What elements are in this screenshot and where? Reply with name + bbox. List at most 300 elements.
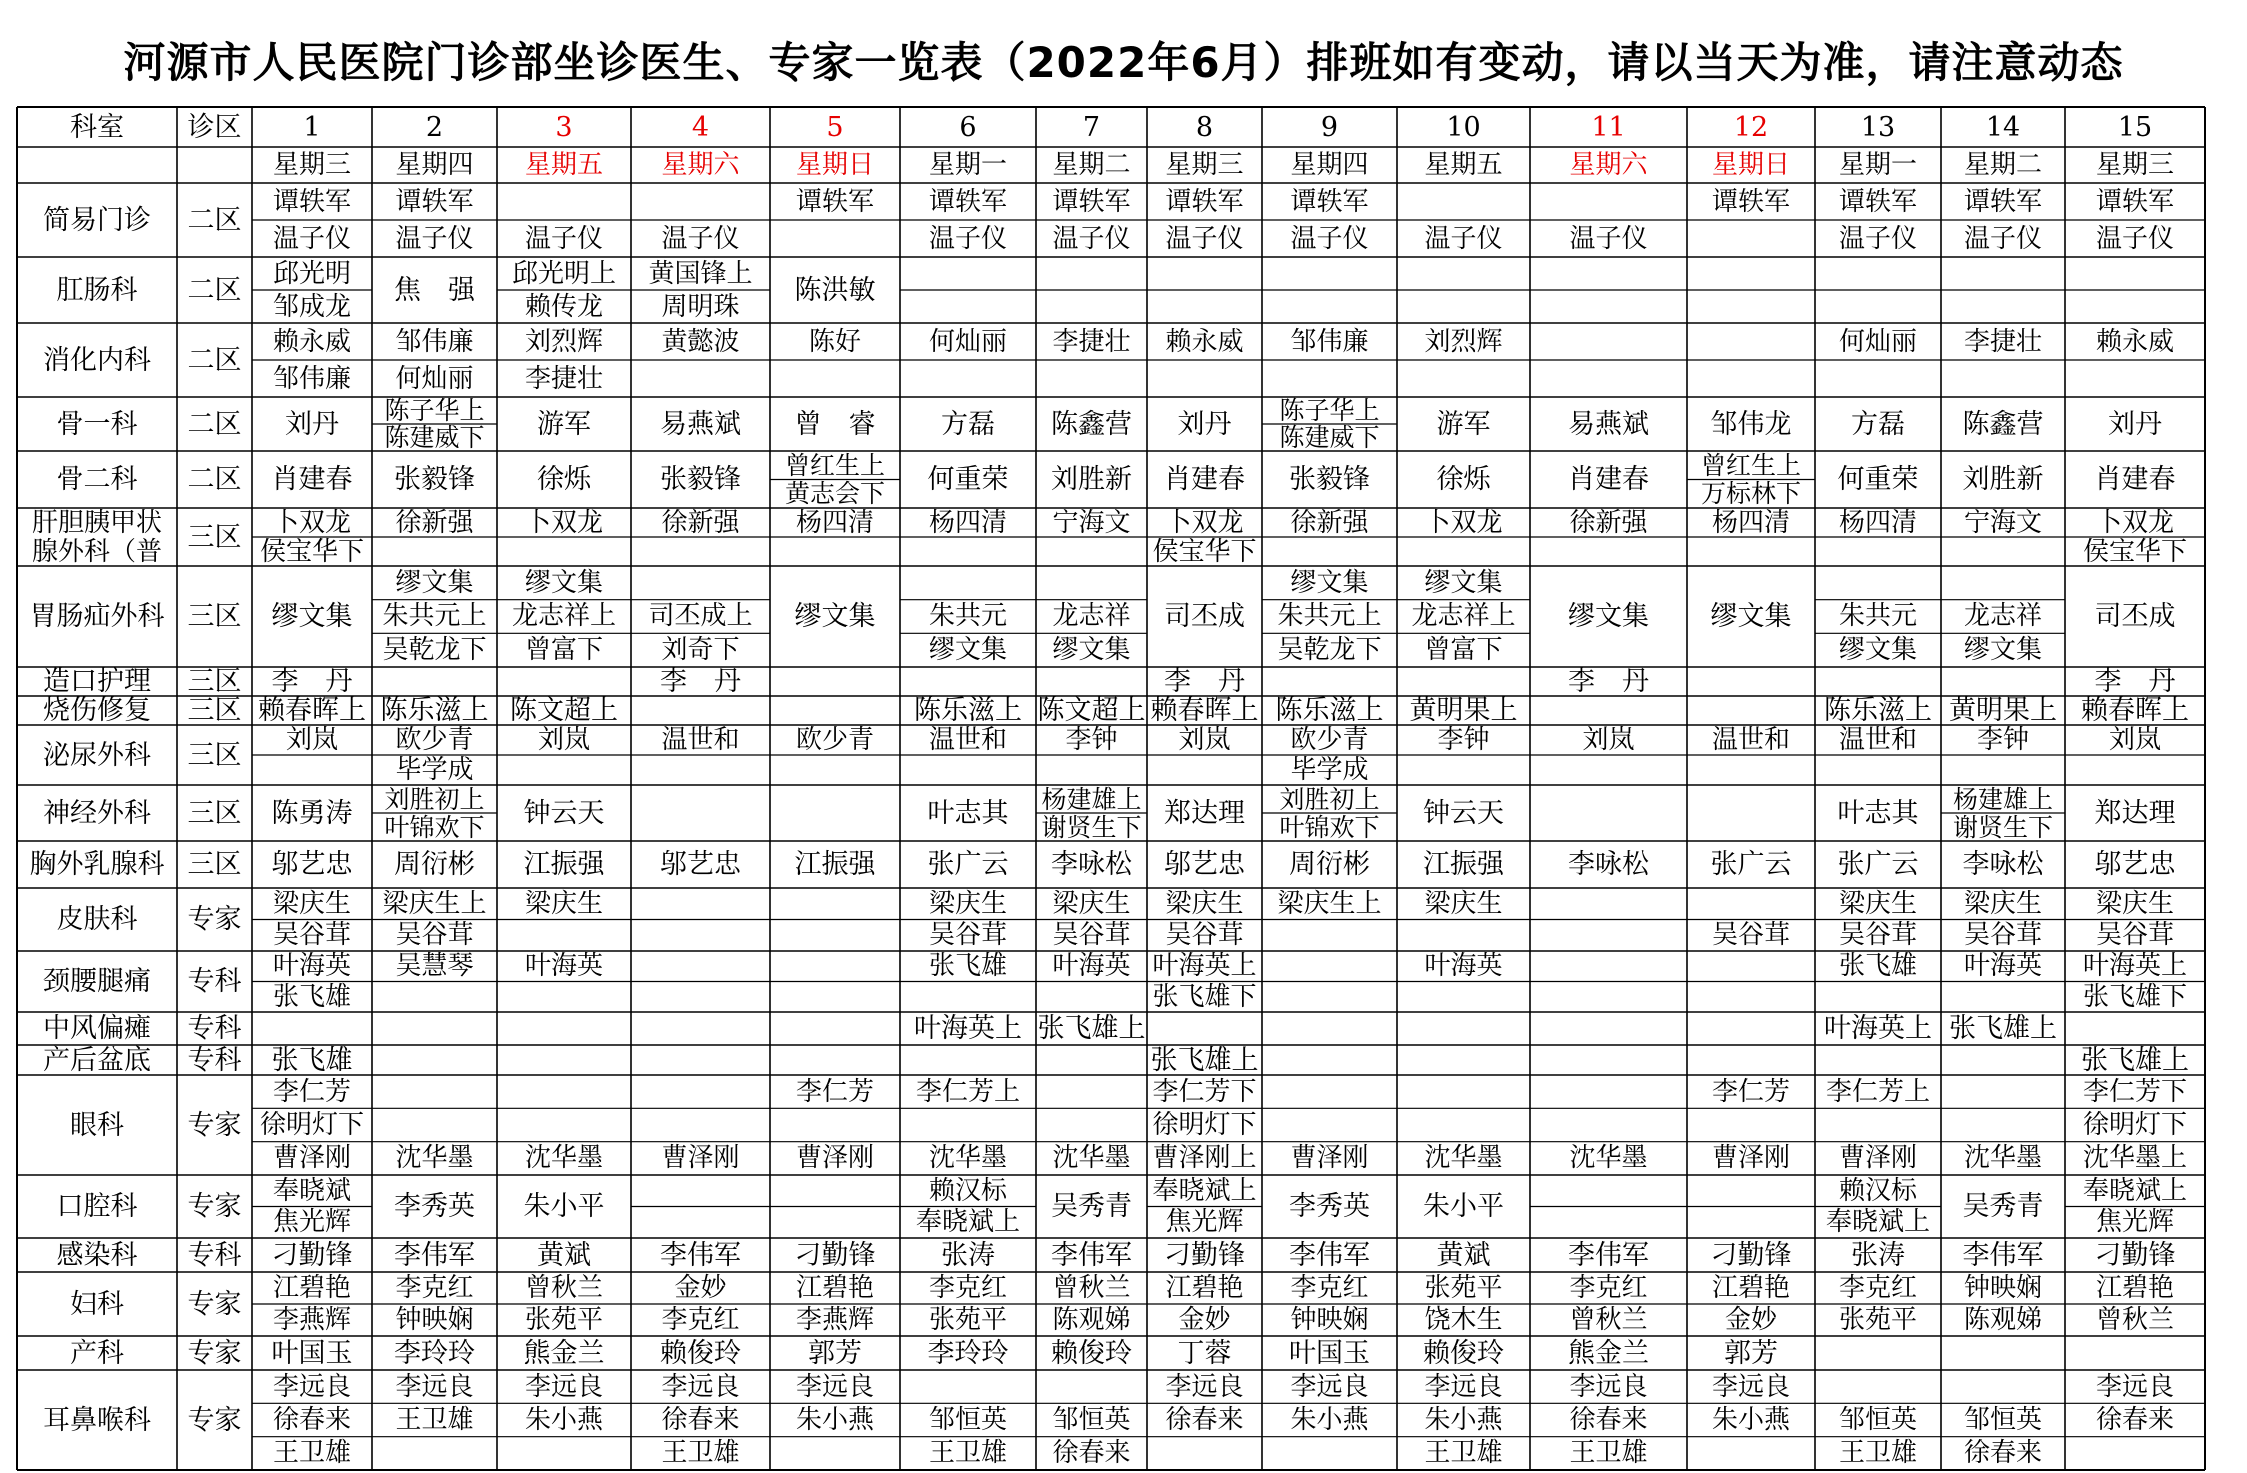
schedule-cell: 万标林下: [1700, 479, 1801, 508]
schedule-cell: 温子仪: [1569, 223, 1648, 254]
department-name: 烧伤修复: [43, 696, 151, 725]
schedule-cell: 何灿丽: [928, 326, 1007, 357]
schedule-cell: [1530, 537, 1687, 566]
department-name: 简易门诊: [43, 204, 151, 236]
schedule-cell: 缪文集: [271, 601, 353, 632]
schedule-cell: [631, 537, 770, 566]
schedule-cell: 江振强: [523, 849, 605, 880]
schedule-cell: 叶海英: [524, 951, 603, 982]
schedule-cell: [1397, 1045, 1530, 1075]
schedule-cell: 邹伟廉: [395, 326, 474, 357]
schedule-cell: [1815, 1045, 1941, 1075]
schedule-cell: 沈华墨: [1569, 1143, 1648, 1174]
schedule-cell: 李燕辉: [795, 1305, 874, 1335]
schedule-cell: 叶国玉: [271, 1337, 353, 1369]
schedule-cell: 叶海英: [1424, 951, 1503, 982]
header-weekday: 星期二: [1963, 150, 2042, 180]
schedule-cell: 叶海英: [1963, 951, 2042, 982]
header-weekday: 星期四: [1290, 150, 1369, 180]
schedule-cell: 梁庆生上: [1277, 888, 1382, 919]
schedule-cell: 叶海英上: [1824, 1013, 1932, 1044]
schedule-cell: [372, 1045, 497, 1075]
department-area: 二区: [187, 464, 242, 495]
header-date: 14: [1985, 111, 2021, 143]
schedule-cell: 刁勤锋: [1164, 1239, 1245, 1271]
schedule-cell: [1815, 1370, 1941, 1403]
schedule-cell: 游军: [537, 408, 591, 440]
schedule-cell: 李 丹: [1164, 667, 1245, 696]
schedule-cell: [1815, 566, 1941, 600]
schedule-cell: 周衍彬: [1289, 849, 1370, 880]
department-name: 消化内科: [43, 344, 151, 376]
schedule-cell: [1530, 1207, 1687, 1239]
schedule-cell: 肖建春: [2094, 464, 2176, 495]
schedule-cell: 叶海英上: [1152, 951, 1257, 982]
schedule-cell: [1530, 1175, 1687, 1207]
schedule-cell: 张广云: [1710, 849, 1792, 880]
schedule-cell: 温世和: [1711, 725, 1790, 755]
schedule-cell: [1262, 290, 1397, 323]
department-name: 产科: [70, 1337, 124, 1369]
schedule-cell: 刁勤锋: [271, 1239, 353, 1271]
schedule-cell: [1530, 696, 1687, 725]
schedule-cell: [770, 667, 900, 696]
schedule-cell: [1687, 1207, 1815, 1239]
schedule-cell: 金妙: [674, 1273, 727, 1303]
schedule-cell: 宁海文: [1963, 508, 2042, 537]
schedule-cell: 毕学成: [1290, 755, 1369, 785]
schedule-cell: 吴谷茸: [2095, 920, 2174, 951]
schedule-cell: 温世和: [928, 725, 1007, 755]
schedule-cell: [770, 785, 900, 841]
schedule-cell: 李克红: [1838, 1273, 1917, 1303]
schedule-cell: [770, 1207, 900, 1239]
schedule-cell: 吴乾龙下: [1277, 635, 1382, 666]
header-date: 3: [555, 111, 573, 143]
schedule-cell: [1397, 183, 1530, 220]
schedule-cell: 龙志祥上: [1411, 601, 1516, 632]
header-date: 10: [1446, 111, 1481, 143]
schedule-cell: 张涛: [941, 1239, 995, 1271]
schedule-cell: 陈鑫营: [1962, 408, 2044, 440]
schedule-cell: [1687, 785, 1815, 841]
schedule-cell: [1815, 1108, 1941, 1141]
header-weekday: 星期六: [661, 150, 740, 180]
schedule-cell: 周明珠: [661, 291, 740, 322]
schedule-cell: 焦 强: [394, 274, 475, 306]
schedule-cell: 肖建春: [271, 464, 353, 495]
schedule-cell: [770, 755, 900, 785]
schedule-cell: 毕学成: [395, 755, 474, 785]
schedule-cell: 曾红生上: [784, 451, 885, 480]
schedule-cell: 王卫雄: [661, 1438, 740, 1469]
schedule-cell: 李伟军: [1051, 1239, 1132, 1271]
schedule-cell: [1036, 1108, 1147, 1141]
schedule-cell: 何灿丽: [395, 363, 474, 394]
schedule-cell: 缪文集: [928, 635, 1007, 666]
schedule-cell: [497, 537, 631, 566]
schedule-cell: [1036, 1045, 1147, 1075]
schedule-cell: [1147, 755, 1262, 785]
schedule-cell: [770, 537, 900, 566]
schedule-cell: 黄斌: [537, 1239, 591, 1271]
schedule-cell: [1147, 290, 1262, 323]
schedule-cell: 徐明灯下: [2082, 1109, 2187, 1140]
schedule-cell: [1687, 257, 1815, 290]
schedule-cell: [1941, 360, 2065, 397]
schedule-cell: [1941, 1336, 2065, 1370]
schedule-cell: 徐春来: [661, 1404, 740, 1435]
schedule-cell: 江振强: [1423, 849, 1504, 880]
schedule-cell: 曾秋兰: [524, 1273, 603, 1303]
schedule-cell: 江碧艳: [1165, 1273, 1244, 1303]
schedule-cell: 曹泽刚: [1290, 1143, 1369, 1174]
schedule-cell: [1147, 360, 1262, 397]
schedule-cell: 张毅锋: [394, 464, 475, 495]
schedule-cell: 黄斌: [1436, 1239, 1491, 1271]
schedule-cell: [1530, 183, 1687, 220]
header-weekday: 星期三: [1165, 150, 1244, 180]
schedule-cell: [1530, 257, 1687, 290]
schedule-cell: [631, 785, 770, 841]
schedule-cell: 陈观娣: [1963, 1305, 2042, 1335]
schedule-cell: 曾富下: [1424, 635, 1503, 666]
schedule-cell: [2065, 1012, 2205, 1045]
schedule-cell: 卜双龙: [524, 508, 603, 537]
schedule-cell: 谭轶军: [1711, 186, 1790, 217]
schedule-cell: 曹泽刚上: [1152, 1143, 1257, 1174]
header-date: 5: [826, 111, 844, 143]
schedule-cell: [1815, 755, 1941, 785]
department-name: 肝胆胰甲状: [31, 508, 162, 537]
schedule-cell: 周衍彬: [394, 849, 475, 880]
schedule-cell: 曾红生上: [1700, 451, 1801, 480]
schedule-cell: [1036, 1075, 1147, 1108]
schedule-cell: 缪文集: [794, 601, 876, 632]
schedule-cell: 李伟军: [660, 1239, 741, 1271]
schedule-cell: 缪文集: [1424, 567, 1503, 598]
schedule-cell: 龙志祥上: [511, 601, 616, 632]
schedule-cell: 郑达理: [1164, 797, 1245, 829]
schedule-cell: 温世和: [661, 725, 740, 755]
department-name: 中风偏瘫: [43, 1013, 151, 1044]
schedule-cell: 邹伟廉: [272, 363, 351, 394]
schedule-cell: 龙志祥: [1963, 601, 2042, 632]
schedule-cell: 邬艺忠: [271, 849, 353, 880]
schedule-cell: 吴秀青: [1051, 1191, 1132, 1222]
schedule-cell: 刘丹: [285, 408, 339, 440]
schedule-cell: [1941, 755, 2065, 785]
schedule-cell: 沈华墨: [1963, 1143, 2042, 1174]
schedule-cell: [372, 982, 497, 1013]
schedule-cell: 温子仪: [661, 223, 740, 254]
schedule-cell: [252, 1012, 372, 1045]
schedule-cell: 张飞雄上: [1949, 1013, 2057, 1044]
schedule-cell: 朱共元上: [382, 601, 487, 632]
schedule-cell: 沈华墨: [1424, 1143, 1503, 1174]
schedule-cell: 缪文集: [1838, 635, 1917, 666]
header-area: 诊区: [187, 111, 242, 143]
schedule-cell: 易燕斌: [660, 408, 741, 440]
schedule-cell: [631, 1075, 770, 1108]
schedule-cell: 赖春晖上: [2081, 696, 2189, 725]
schedule-cell: [1036, 982, 1147, 1013]
schedule-cell: [770, 220, 900, 257]
schedule-cell: [1530, 951, 1687, 982]
schedule-cell: [770, 1045, 900, 1075]
schedule-cell: 龙志祥: [1052, 601, 1131, 632]
schedule-cell: [1530, 360, 1687, 397]
schedule-cell: [372, 537, 497, 566]
schedule-cell: 李仁芳上: [1825, 1076, 1930, 1107]
header-date: 4: [691, 111, 710, 143]
schedule-cell: [631, 183, 770, 220]
schedule-cell: 吴谷茸: [928, 920, 1007, 951]
schedule-cell: 王卫雄: [395, 1404, 474, 1435]
schedule-cell: 江碧艳: [1711, 1273, 1790, 1303]
schedule-cell: 李捷壮: [1963, 326, 2042, 357]
schedule-cell: [497, 183, 631, 220]
header-date: 2: [425, 111, 444, 143]
schedule-cell: [1397, 1012, 1530, 1045]
schedule-cell: 何重荣: [927, 464, 1009, 495]
schedule-cell: [631, 951, 770, 982]
schedule-cell: 陈乐滋上: [914, 696, 1022, 725]
header-date: 12: [1733, 111, 1769, 143]
header-weekday: 星期五: [1424, 150, 1503, 180]
schedule-cell: 朱小燕: [1290, 1404, 1369, 1435]
schedule-cell: 谢贤生下: [1041, 813, 1142, 841]
schedule-cell: 赖汉标: [928, 1175, 1007, 1206]
schedule-cell: [1397, 920, 1530, 952]
schedule-cell: [1036, 537, 1147, 566]
schedule-cell: 梁庆生: [1963, 888, 2042, 919]
schedule-cell: [2065, 257, 2205, 290]
schedule-cell: [2065, 755, 2205, 785]
schedule-cell: [900, 257, 1036, 290]
schedule-cell: 王卫雄: [272, 1438, 351, 1469]
schedule-cell: 司丕成: [2094, 601, 2176, 632]
schedule-cell: 李玲玲: [394, 1337, 475, 1369]
schedule-cell: 焦光辉: [1165, 1207, 1244, 1238]
schedule-cell: 宁海文: [1052, 508, 1131, 537]
header-weekday: 星期一: [928, 150, 1007, 180]
schedule-cell: 邹成龙: [272, 291, 351, 322]
schedule-cell: 李秀英: [394, 1191, 475, 1222]
schedule-cell: 缪文集: [524, 567, 603, 598]
schedule-cell: [631, 755, 770, 785]
schedule-cell: [1815, 360, 1941, 397]
schedule-cell: [631, 1207, 770, 1239]
schedule-cell: 刘胜初上: [384, 785, 485, 813]
schedule-cell: [1397, 290, 1530, 323]
schedule-cell: 谭轶军: [1165, 186, 1244, 217]
schedule-cell: [497, 1437, 631, 1470]
schedule-cell: 邹恒英: [1838, 1404, 1917, 1435]
schedule-cell: [770, 360, 900, 397]
schedule-cell: [372, 667, 497, 696]
schedule-cell: 张广云: [1837, 849, 1919, 880]
schedule-cell: 朱共元: [1838, 601, 1917, 632]
department-area: 二区: [187, 274, 242, 306]
schedule-cell: 奉晓斌上: [1152, 1175, 1257, 1206]
schedule-cell: [1530, 982, 1687, 1013]
schedule-cell: 缪文集: [395, 567, 474, 598]
schedule-cell: 何灿丽: [1838, 326, 1917, 357]
department-area: 三区: [187, 797, 242, 829]
schedule-cell: 赖春晖上: [1150, 696, 1259, 725]
schedule-cell: 朱小平: [523, 1191, 605, 1222]
schedule-cell: 杨建雄上: [1041, 785, 1142, 813]
header-date: 6: [959, 111, 977, 143]
schedule-cell: 赖俊玲: [1051, 1337, 1132, 1369]
department-area: 三区: [187, 521, 242, 553]
schedule-cell: 奉晓斌上: [1825, 1207, 1930, 1238]
schedule-cell: 叶海英: [1052, 951, 1131, 982]
schedule-cell: 李远良: [795, 1371, 874, 1402]
schedule-cell: [1036, 1370, 1147, 1403]
schedule-cell: 李 丹: [271, 667, 353, 696]
schedule-cell: [1530, 323, 1687, 360]
schedule-cell: [1036, 257, 1147, 290]
schedule-cell: 徐烁: [537, 464, 591, 495]
schedule-cell: [1530, 290, 1687, 323]
schedule-cell: 张苑平: [1424, 1273, 1503, 1303]
schedule-cell: 吴慧琴: [395, 951, 474, 982]
schedule-cell: 刘烈辉: [524, 326, 603, 357]
schedule-cell: 李远良: [1424, 1371, 1503, 1402]
schedule-cell: [1147, 257, 1262, 290]
header-weekday: 星期二: [1052, 150, 1131, 180]
schedule-cell: 陈子华上: [1279, 397, 1380, 424]
schedule-cell: [1262, 920, 1397, 952]
schedule-cell: 张飞雄上: [2081, 1045, 2189, 1075]
schedule-cell: 李咏松: [1568, 849, 1649, 880]
schedule-cell: [1815, 667, 1941, 696]
schedule-cell: 徐明灯下: [259, 1109, 364, 1140]
schedule-cell: 徐新强: [661, 508, 740, 537]
schedule-cell: [372, 1437, 497, 1470]
schedule-cell: 曾秋兰: [1052, 1273, 1131, 1303]
schedule-cell: 王卫雄: [928, 1438, 1007, 1469]
department-area: 专家: [187, 1109, 242, 1141]
schedule-cell: 李伟军: [1289, 1239, 1370, 1271]
schedule-cell: [1036, 290, 1147, 323]
schedule-cell: 李捷壮: [1052, 326, 1131, 357]
schedule-cell: 李秀英: [1289, 1191, 1370, 1222]
schedule-cell: 温子仪: [272, 223, 351, 254]
schedule-cell: 刁勤锋: [2094, 1239, 2176, 1271]
schedule-cell: 欧少青: [1290, 725, 1369, 755]
schedule-cell: [1941, 1370, 2065, 1403]
schedule-cell: 邹恒英: [1052, 1404, 1131, 1435]
schedule-cell: 黄志会下: [784, 479, 885, 508]
schedule-cell: [900, 537, 1036, 566]
schedule-cell: 陈乐滋上: [380, 696, 489, 725]
schedule-cell: 李 丹: [1568, 667, 1649, 696]
schedule-cell: 温子仪: [1290, 223, 1369, 254]
schedule-cell: 熊金兰: [523, 1337, 605, 1369]
schedule-cell: [1397, 1108, 1530, 1141]
schedule-cell: 朱小平: [1423, 1191, 1504, 1222]
schedule-cell: 谭轶军: [272, 186, 351, 217]
schedule-cell: [900, 667, 1036, 696]
department-name: 腺外科（普: [31, 537, 162, 566]
schedule-cell: [1397, 1075, 1530, 1108]
schedule-cell: 李伟军: [1962, 1239, 2044, 1271]
schedule-cell: 吴谷茸: [395, 920, 474, 951]
schedule-cell: [1687, 1437, 1815, 1470]
schedule-cell: 吴谷茸: [1052, 920, 1131, 951]
schedule-cell: 邬艺忠: [1164, 849, 1245, 880]
schedule-cell: 李克红: [661, 1305, 740, 1335]
schedule-cell: 卜双龙: [1424, 508, 1503, 537]
schedule-cell: 刘胜初上: [1279, 785, 1380, 813]
schedule-cell: 吴秀青: [1962, 1191, 2044, 1222]
schedule-cell: 肖建春: [1164, 464, 1245, 495]
schedule-cell: 谭轶军: [1290, 186, 1369, 217]
schedule-cell: [1941, 667, 2065, 696]
schedule-cell: 朱小燕: [795, 1404, 874, 1435]
schedule-cell: 梁庆生: [1165, 888, 1244, 919]
schedule-cell: 易燕斌: [1568, 408, 1649, 440]
schedule-cell: 徐春来: [1569, 1404, 1648, 1435]
schedule-cell: 李玲玲: [927, 1337, 1009, 1369]
schedule-cell: [1530, 785, 1687, 841]
schedule-cell: [252, 755, 372, 785]
schedule-cell: 吴谷茸: [1963, 920, 2042, 951]
schedule-cell: 刘岚: [1178, 725, 1231, 755]
schedule-cell: 黄明果上: [1949, 696, 2057, 725]
schedule-cell: [631, 566, 770, 600]
schedule-cell: [1941, 982, 2065, 1013]
schedule-cell: 梁庆生: [1052, 888, 1131, 919]
schedule-cell: [1397, 667, 1530, 696]
schedule-cell: 梁庆生上: [382, 888, 487, 919]
schedule-cell: [1687, 1175, 1815, 1207]
schedule-cell: 刁勤锋: [794, 1239, 876, 1271]
schedule-cell: 曾 睿: [794, 408, 876, 440]
schedule-cell: 曹泽刚: [1711, 1143, 1790, 1174]
schedule-cell: [631, 696, 770, 725]
schedule-cell: 游军: [1436, 408, 1491, 440]
schedule-cell: [1262, 1045, 1397, 1075]
schedule-cell: 邱光明: [272, 258, 351, 289]
schedule-cell: [497, 1012, 631, 1045]
header-weekday: 星期一: [1838, 150, 1917, 180]
schedule-cell: 李克红: [928, 1273, 1007, 1303]
schedule-cell: 刘岚: [2108, 725, 2161, 755]
schedule-cell: 刘岚: [1582, 725, 1635, 755]
schedule-cell: 欧少青: [395, 725, 474, 755]
department-area: 三区: [187, 739, 242, 771]
schedule-cell: [1530, 755, 1687, 785]
department-name: 感染科: [56, 1239, 138, 1271]
schedule-cell: 朱小燕: [1711, 1404, 1790, 1435]
schedule-cell: 朱共元: [928, 601, 1007, 632]
schedule-cell: 温子仪: [1165, 223, 1244, 254]
schedule-cell: [1397, 982, 1530, 1013]
schedule-cell: 黄懿波: [661, 326, 740, 357]
schedule-cell: 奉晓斌: [272, 1175, 351, 1206]
schedule-cell: [1815, 290, 1941, 323]
schedule-cell: 钟云天: [523, 797, 605, 829]
schedule-cell: 李远良: [1165, 1371, 1244, 1402]
department-name: 产后盆底: [43, 1045, 151, 1075]
schedule-cell: 张飞雄上: [1150, 1045, 1259, 1075]
schedule-cell: 金妙: [1724, 1305, 1777, 1335]
schedule-cell: 李仁芳下: [2082, 1076, 2187, 1107]
